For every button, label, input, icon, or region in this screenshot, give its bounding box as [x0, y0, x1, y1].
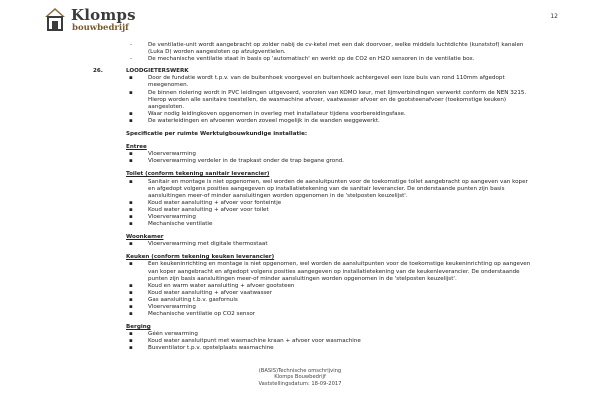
list-item: ▪ Vloerverwarming [126, 151, 536, 158]
group-berging [0, 324, 600, 352]
group-list [126, 261, 536, 318]
group-woonkamer [0, 234, 600, 248]
list-item: ▪ Busventilator t.p.v. opstelplaats wasmachine [126, 345, 536, 352]
company-logo [44, 5, 154, 35]
list-item: - De mechanische ventilatie staat in basis op 'automatisch' en werkt op de CO2 en H2O sensoren in de ventilatie box. [126, 56, 536, 63]
page-number: 12 [550, 13, 558, 20]
list-item: ▪ Mechanische ventilatie op CO2 sensor [126, 311, 536, 318]
page-footer [0, 368, 600, 387]
list-item: ▪ Koud water aansluiting + afvoer voor toilet [126, 207, 536, 214]
list-item: ▪ Koud water aansluitpunt met wasmachine kraan + afvoer voor wasmachine [126, 338, 536, 345]
group-title: Woonkamer [126, 234, 164, 241]
list-item: ▪ Vloerverwarming verdeler in de trapkast onder de trap begane grond. [126, 158, 536, 165]
logo-subtitle: bouwbedrijf [72, 23, 129, 33]
list-item: ▪ Door de fundatie wordt t.p.v. van de buitenhoek voorgevel en buitenhoek achtergevel een loze buis van rond 110mm afgedopt meegenomen. [126, 75, 536, 89]
footer-company: Klomps Bouwbedrijf [274, 374, 326, 381]
logo-name: Klomps [71, 6, 136, 24]
list-item: ▪ De waterleidingen en afvoeren worden zoveel mogelijk in de wanden weggewerkt. [126, 118, 536, 125]
list-item: ▪ Vloerverwarming [126, 304, 536, 311]
list-item: ▪ Koud water aansluiting + afvoer voor fonteintje [126, 200, 536, 207]
group-entree [0, 144, 600, 165]
list-item: ▪ Koud en warm water aansluiting + afvoer gootsteen [126, 283, 536, 290]
list-item: ▪ Waar nodig leidingkoven opgenomen in overleg met installateur tijdens voorbereidingsfase. [126, 111, 536, 118]
house-logo-icon [44, 7, 66, 31]
group-list [126, 151, 536, 165]
section-loodgieterswerk [0, 68, 600, 125]
document-body [0, 42, 600, 353]
group-title: Entree [126, 144, 147, 151]
list-item: ▪ Een keukeninrichting en montage is niet opgenomen, wel worden de aansluitpunten voor de toekomstige keukeninrichting op aangeven van koper aangebracht en afgedopt volgens posities aangegeven op installatietekening van de keukenleverancier. De onderstaande punten zijn basis aansluitingen meer-of minder aansluitingen worden opgenomen in de 'stelposten keuzelijst'. [126, 261, 536, 282]
list-item: ▪ Géén verwarming [126, 331, 536, 338]
section-number: 26. [93, 68, 103, 75]
group-title: Berging [126, 324, 151, 331]
list-item: ▪ Sanitair en montage is niet opgenomen, wel worden de aansluitpunten voor de toekomstige toilet aangebracht op aangeven van koper en afgedopt volgens posities aangegeven op installatietekening van de sanitair leverancier. De onderstaande punten zijn basis aansluitingen meer-of minder aansluitingen worden opgenomen in de 'stelposten keuzelijst'. [126, 179, 536, 200]
group-list [126, 179, 536, 229]
list-item: ▪ Koud water aansluiting + afvoer vaatwasser [126, 290, 536, 297]
list-item: ▪ Vloerverwarming met digitale thermostaat [126, 241, 536, 248]
list-item: - De ventilatie-unit wordt aangebracht op zolder nabij de cv-ketel met een dak doorvoer, welke middels luchtdichte (kunststof) kanalen (Luka D) worden aangesloten op afzuigventielen. [126, 42, 536, 56]
group-list [126, 241, 536, 248]
group-keuken [0, 254, 600, 318]
group-title: Toilet (conform tekening sanitair leverancier) [126, 171, 270, 178]
section-list [126, 75, 536, 125]
group-toilet [0, 171, 600, 228]
spec-heading: Specificatie per ruimte Werktuigbouwkundige installatie: [126, 131, 308, 138]
section-title: LOODGIETERSWERK [126, 68, 189, 75]
list-item: ▪ De binnen riolering wordt in PVC leidingen uitgevoerd, voorzien van KOMO keur, met lijmverbindingen verwerkt conform de NEN 3215. Hierop worden alle sanitaire toestellen, de wasmachine afvoer, vaatwasser afvoer en de gootsteenafvoer (toekomstige keuken) aangesloten. [126, 90, 536, 111]
list-item: ▪ Mechanische ventilatie [126, 221, 536, 228]
group-title: Keuken (conform tekening keuken leverancier) [126, 254, 275, 261]
intro-list [126, 42, 536, 63]
group-list [126, 331, 536, 352]
footer-doc-title: (BASIS)Technische omschrijving [258, 368, 342, 374]
footer-date: Vaststellingsdatum: 18-09-2017 [258, 380, 342, 387]
list-item: ▪ Gas aansluiting t.b.v. gasfornuis [126, 297, 536, 304]
list-item: ▪ Vloerverwarming [126, 214, 536, 221]
